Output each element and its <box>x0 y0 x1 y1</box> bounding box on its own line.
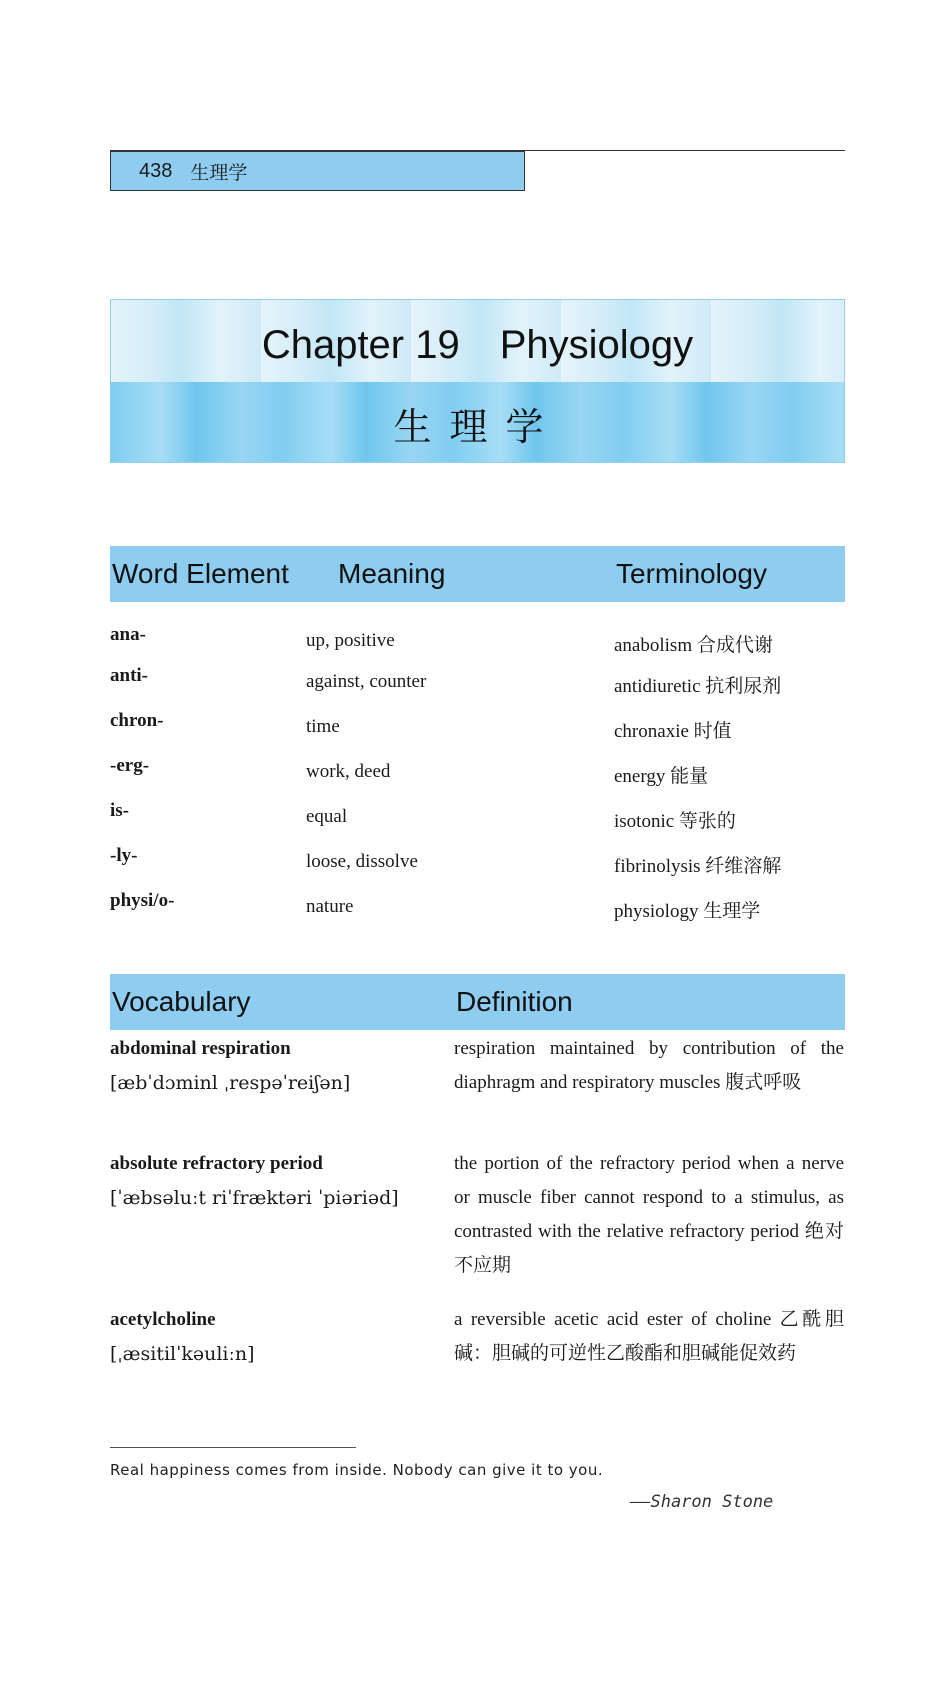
terminology: energy 能量 <box>614 766 709 787</box>
word-element: ana- <box>110 624 146 645</box>
terminology: physiology 生理学 <box>614 901 761 922</box>
vocab-term <box>110 1147 430 1215</box>
quote-rule <box>110 1447 356 1448</box>
quote-text: Real happiness comes from inside. Nobody can give it to you. <box>110 1461 604 1479</box>
vocab-word: abdominal respiration <box>110 1038 291 1059</box>
word-element: physi/o- <box>110 890 175 911</box>
meaning: time <box>306 716 340 737</box>
word-element: -ly- <box>110 845 138 866</box>
terminology: chronaxie 时值 <box>614 721 732 742</box>
vocab-word: acetylcholine <box>110 1309 216 1330</box>
col-header-meaning: Meaning <box>338 558 446 589</box>
meaning: equal <box>306 806 348 827</box>
word-element-table-header <box>110 546 845 602</box>
vocab-phonetic: [ˈæbsəluːt riˈfræktəri ˈpiəriəd] <box>110 1187 399 1209</box>
vocab-definition: the portion of the refractory period when a nerve or muscle fiber cannot respond to a stimulus, as contrasted with the relative refractory period 绝对不应期 <box>454 1153 844 1276</box>
meaning: up, positive <box>306 630 395 651</box>
chapter-banner <box>110 299 845 463</box>
chapter-title: Chapter 19 Physiology <box>261 322 694 367</box>
table-row <box>110 624 845 669</box>
vocab-term <box>110 1032 430 1100</box>
terminology: isotonic 等张的 <box>614 811 736 832</box>
word-element: is- <box>110 800 129 821</box>
chapter-banner-bottom <box>111 382 844 463</box>
word-element: chron- <box>110 710 164 731</box>
chapter-banner-top <box>111 300 844 383</box>
table-row <box>110 710 845 755</box>
meaning: loose, dissolve <box>306 851 418 872</box>
table-row <box>110 800 845 845</box>
col-header-terminology: Terminology <box>616 558 767 589</box>
meaning: nature <box>306 896 354 917</box>
page-number: 438 <box>139 159 173 182</box>
col-header-definition: Definition <box>456 986 573 1017</box>
meaning: work, deed <box>306 761 391 782</box>
vocab-phonetic: [ˌæsitilˈkəuliːn] <box>110 1343 255 1365</box>
vocab-definition: a reversible acetic acid ester of choline 乙酰胆碱：胆碱的可逆性乙酸酯和胆碱能促效药 <box>454 1309 844 1364</box>
table-row <box>110 890 845 935</box>
vocab-word: absolute refractory period <box>110 1153 323 1174</box>
running-header-title: 生理学 <box>190 161 248 184</box>
col-header-word-element: Word Element <box>112 558 289 589</box>
chapter-title-cn: 生理学 <box>393 404 562 449</box>
col-header-vocabulary: Vocabulary <box>112 986 251 1017</box>
terminology: fibrinolysis 纤维溶解 <box>614 856 782 877</box>
vocab-phonetic: [æbˈdɔminl ˌrespəˈreiʃən] <box>110 1072 351 1094</box>
terminology: antidiuretic 抗利尿剂 <box>614 676 782 697</box>
quote-author: ——Sharon Stone <box>630 1492 774 1512</box>
running-header <box>110 151 525 191</box>
table-row <box>110 755 845 800</box>
table-row <box>110 665 845 710</box>
table-row <box>110 845 845 890</box>
vocab-term <box>110 1303 430 1371</box>
terminology: anabolism 合成代谢 <box>614 635 773 656</box>
vocab-definition: respiration maintained by contribution of the diaphragm and respiratory muscles 腹式呼吸 <box>454 1038 844 1093</box>
word-element: anti- <box>110 665 148 686</box>
vocabulary-table-header <box>110 974 845 1030</box>
word-element: -erg- <box>110 755 150 776</box>
meaning: against, counter <box>306 671 427 692</box>
